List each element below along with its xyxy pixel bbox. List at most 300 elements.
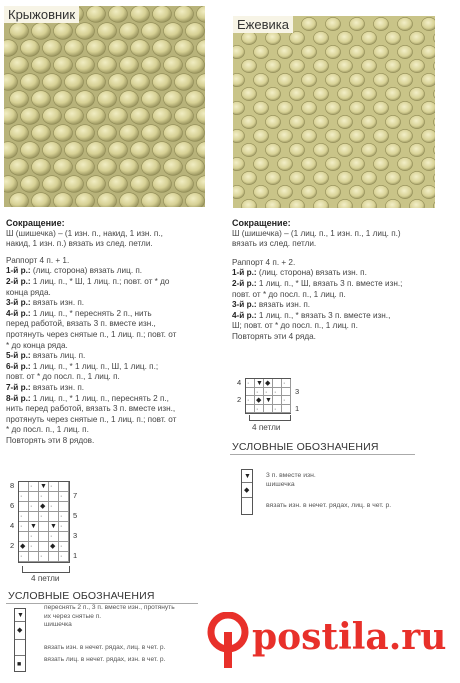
chart-row-number: 6 [10, 501, 15, 510]
chart-cell [59, 502, 69, 512]
legend-item: вязать изн. в нечет. рядах, лиц. в чет. р. [44, 643, 166, 651]
arrow-down-icon: ▼ [17, 612, 24, 619]
chart-cell [19, 502, 29, 512]
row-text: вязать изн. п. [256, 300, 311, 310]
chart-cell [59, 552, 69, 562]
arrow-down-icon: ▼ [244, 473, 251, 480]
chart-cell [49, 492, 59, 502]
row-label: 1-й р.: [232, 268, 257, 278]
legend-item: переснять 2 п., 3 п. вместе изн., протянуть [44, 604, 175, 611]
right-legend-rule [230, 454, 415, 455]
bobble-stitch [10, 57, 29, 74]
right-row-line [232, 321, 402, 332]
dot-icon: · [256, 405, 259, 413]
bobble-stitch [120, 193, 139, 207]
left-abbr-heading: Сокращение: [6, 218, 65, 228]
right-repeat-bracket [249, 415, 291, 421]
chart-cell [39, 512, 49, 522]
row-text: повт. от * до посл. п., 1 лиц. п. [232, 289, 346, 299]
row-text: (лиц. сторона) вязать изн. п. [256, 268, 367, 278]
left-row-line [6, 351, 176, 362]
bobble-stitch [242, 87, 257, 100]
bobble-stitch [350, 101, 365, 114]
dot-icon: · [20, 513, 23, 520]
left-stitch-chart [18, 481, 70, 563]
bobble-stitch [65, 108, 84, 125]
bobble-stitch [76, 23, 95, 40]
bobble-stitch [54, 125, 73, 142]
bobble-stitch [362, 115, 377, 128]
bobble-stitch [362, 59, 377, 72]
bobble-stitch [233, 45, 245, 58]
right-abbr-heading: Сокращение: [232, 218, 291, 228]
bobble-stitch [131, 176, 150, 193]
dot-icon: · [30, 503, 33, 510]
dot-icon: · [274, 405, 277, 413]
dot-icon: · [30, 483, 33, 490]
bobble-stitch [131, 40, 150, 57]
row-text: 1 лиц. п., * 1 лиц. п., Ш, 1 лиц. п.; [30, 361, 159, 371]
left-row-line [6, 404, 176, 415]
bobble-stitch [242, 143, 257, 156]
bobble-stitch [302, 185, 317, 198]
bobble-stitch [386, 143, 401, 156]
bobble-stitch [338, 31, 353, 44]
bobble-stitch [43, 108, 62, 125]
bobble-stitch [278, 101, 293, 114]
right-repeat-note: Повторять эти 4 ряда. [232, 331, 316, 341]
dot-icon: · [60, 513, 63, 520]
bobble-stitch [10, 125, 29, 142]
bobble-stitch [87, 74, 106, 91]
bobble-stitch [87, 108, 106, 125]
bobble-stitch [233, 157, 245, 170]
bobble-stitch [175, 108, 194, 125]
left-row-line [6, 415, 176, 426]
chart-cell [273, 405, 282, 414]
bobble-stitch [32, 159, 51, 176]
bobble-stitch [386, 87, 401, 100]
dot-icon: · [40, 513, 43, 520]
right-abbr-line: Ш (шишечка) – (1 лиц. п., 1 изн. п., 1 лиц. п.) [232, 228, 401, 238]
postila-logo [200, 610, 450, 676]
bobble-stitch [410, 31, 425, 44]
chart-cell [246, 405, 255, 414]
bobble-stitch [410, 115, 425, 128]
dot-icon: · [247, 397, 250, 404]
bobble-stitch [175, 176, 194, 193]
dot-icon: · [50, 533, 53, 540]
bobble-stitch [76, 159, 95, 176]
legend-item: шишечка [266, 481, 295, 488]
arrow-down-icon: ▼ [40, 483, 47, 490]
bobble-stitch [290, 171, 305, 184]
chart-cell [29, 532, 39, 542]
chart-cell [49, 552, 59, 562]
bobble-stitch [338, 171, 353, 184]
left-row-line [6, 330, 176, 341]
bobble-stitch [386, 59, 401, 72]
chart-cell [49, 482, 59, 492]
bobble-stitch [398, 73, 413, 86]
bobble-stitch [120, 125, 139, 142]
bobble-stitch [422, 101, 436, 114]
bobble-stitch [10, 23, 29, 40]
row-text: 1 лиц. п., * переснять 2 п., нить [30, 308, 152, 318]
chart-cell [273, 388, 282, 397]
bobble-stitch [290, 59, 305, 72]
bobble-stitch [362, 143, 377, 156]
bobble-stitch [374, 129, 389, 142]
bobble-stitch [120, 23, 139, 40]
chart-cell [29, 552, 39, 562]
bobble-stitch [398, 45, 413, 58]
left-legend-text [44, 604, 175, 665]
row-label: 2-й р.: [232, 278, 257, 288]
right-legend-text [266, 471, 391, 510]
dot-icon: · [50, 503, 53, 510]
bobble-stitch [242, 59, 257, 72]
left-repeat-bracket [22, 566, 70, 573]
bobble-stitch [76, 91, 95, 108]
bobble-stitch [266, 171, 281, 184]
chart-row-number: 7 [73, 491, 78, 500]
row-text: * до конца ряда. [6, 340, 68, 350]
left-abbr-line: Ш (шишечка) – (1 изн. п., накид, 1 изн. п., [6, 228, 163, 238]
bobble-stitch [120, 91, 139, 108]
row-text: нить перед работой, вязать 3 п. вместе изн., [6, 404, 176, 414]
bobble-stitch [338, 143, 353, 156]
bobble-stitch [386, 115, 401, 128]
chart-cell [29, 502, 39, 512]
bobble-stitch [410, 87, 425, 100]
watermark-text: postila.ru [252, 616, 447, 658]
row-label: 6-й р.: [6, 361, 31, 371]
chart-cell [49, 502, 59, 512]
left-row-line [6, 309, 176, 320]
left-row-line [6, 372, 176, 383]
bobble-stitch [21, 142, 40, 159]
row-label: 1-й р.: [6, 266, 31, 276]
bobble-stitch [142, 193, 161, 207]
legend-item: вязать лиц. в нечет. рядах, изн. в чет. р. [44, 656, 166, 663]
left-abbr-line: накид, 1 изн. п.) вязать из след. петли. [6, 239, 153, 249]
bobble-stitch [350, 129, 365, 142]
chart-cell [255, 379, 264, 388]
chart-cell [59, 492, 69, 502]
bobble-stitch [43, 40, 62, 57]
dot-icon: · [20, 523, 23, 530]
chart-row-number: 3 [73, 531, 78, 540]
bobble-stitch [87, 6, 106, 22]
row-label: 3-й р.: [232, 300, 257, 310]
chart-cell [273, 396, 282, 405]
legend-item: 3 п. вместе изн. [266, 472, 316, 479]
chart-row-number: 4 [10, 521, 15, 530]
bobble-icon: ◆ [265, 380, 271, 387]
bobble-stitch [186, 23, 205, 40]
bobble-stitch [21, 40, 40, 57]
bobble-stitch [98, 125, 117, 142]
bobble-stitch [32, 91, 51, 108]
bobble-stitch [362, 31, 377, 44]
chart-cell [255, 405, 264, 414]
bobble-stitch [350, 17, 365, 30]
bobble-stitch [290, 31, 305, 44]
chart-cell [29, 492, 39, 502]
bobble-stitch [87, 176, 106, 193]
bobble-stitch [21, 176, 40, 193]
row-label: 4-й р.: [232, 310, 257, 320]
left-row-line [6, 266, 176, 277]
bobble-stitch [398, 157, 413, 170]
bobble-stitch [54, 91, 73, 108]
bobble-stitch [131, 6, 150, 22]
bobble-stitch [266, 31, 281, 44]
bobble-stitch [142, 23, 161, 40]
dot-icon: · [265, 388, 268, 396]
bobble-stitch [10, 91, 29, 108]
dot-icon: · [40, 553, 43, 560]
right-loops-label: 4 петли [252, 423, 281, 432]
bobble-stitch [266, 87, 281, 100]
chart-cell [39, 522, 49, 532]
row-text: (лиц. сторона) вязать лиц. п. [30, 266, 143, 276]
bobble-stitch [76, 193, 95, 207]
arrow-down-icon: ▼ [256, 380, 263, 387]
left-legend-symbols [14, 608, 26, 672]
bobble-stitch [422, 73, 436, 86]
row-label: 3-й р.: [6, 298, 31, 308]
bobble-stitch [142, 91, 161, 108]
bobble-stitch [422, 185, 436, 198]
left-legend-title: УСЛОВНЫЕ ОБОЗНАЧЕНИЯ [8, 590, 155, 602]
dot-icon: · [40, 493, 43, 500]
chart-cell [282, 405, 291, 414]
bobble-stitch [410, 171, 425, 184]
bobble-stitch [32, 57, 51, 74]
bobble-stitch [43, 176, 62, 193]
chart-row-number: 5 [73, 511, 78, 520]
bobble-stitch [131, 74, 150, 91]
bobble-stitch [398, 17, 413, 30]
left-row-line [6, 394, 176, 405]
bobble-stitch [278, 45, 293, 58]
bobble-stitch [43, 74, 62, 91]
row-text: перед работой, вязать 3 п. вместе изн., [6, 319, 156, 329]
row-text: протянуть через снятые п., 1 лиц. п.; повт. от [6, 329, 177, 339]
bobble-stitch [175, 142, 194, 159]
bobble-stitch [326, 45, 341, 58]
chart-row-number: 8 [10, 481, 15, 490]
bobble-icon: ◆ [40, 503, 46, 510]
chart-cell [273, 379, 282, 388]
bobble-stitch [164, 159, 183, 176]
chart-cell [19, 492, 29, 502]
bobble-stitch [131, 108, 150, 125]
bobble-stitch [326, 73, 341, 86]
dot-icon: · [256, 388, 259, 396]
chart-row-number: 3 [295, 386, 300, 396]
bobble-stitch [175, 74, 194, 91]
bobble-stitch [302, 73, 317, 86]
dot-icon: · [60, 553, 63, 560]
chart-cell [282, 379, 291, 388]
bobble-stitch [302, 45, 317, 58]
bobble-stitch [76, 57, 95, 74]
bobble-stitch [314, 59, 329, 72]
bobble-stitch [362, 87, 377, 100]
left-row-line [6, 319, 176, 330]
bobble-stitch [175, 40, 194, 57]
bobble-stitch [233, 101, 245, 114]
bobble-stitch [164, 57, 183, 74]
row-text: 1 лиц. п., * вязать 3 п. вместе изн., [256, 310, 391, 320]
bobble-stitch [350, 45, 365, 58]
left-instructions [6, 218, 176, 446]
dot-icon: · [60, 523, 63, 530]
bobble-stitch [54, 57, 73, 74]
bobble-stitch [278, 129, 293, 142]
bobble-stitch [374, 185, 389, 198]
dot-icon: · [60, 493, 63, 500]
bobble-stitch [109, 40, 128, 57]
bobble-stitch [65, 74, 84, 91]
bobble-stitch [302, 129, 317, 142]
bobble-stitch [290, 87, 305, 100]
row-text: повт. от * до посл. п., 1 лиц. п. [6, 372, 120, 382]
bobble-stitch [374, 73, 389, 86]
bobble-stitch [422, 157, 436, 170]
bobble-stitch [410, 143, 425, 156]
bobble-stitch [21, 74, 40, 91]
right-row-line [232, 311, 402, 322]
bobble-stitch [374, 17, 389, 30]
bobble-stitch [142, 125, 161, 142]
right-instructions [232, 218, 402, 343]
bobble-stitch [398, 101, 413, 114]
chart-row-number: 1 [73, 551, 78, 560]
left-row-line [6, 288, 176, 299]
bobble-stitch [302, 101, 317, 114]
chart-cell [49, 512, 59, 522]
legend-item: их через снятые п. [44, 612, 102, 620]
bobble-stitch [153, 176, 172, 193]
right-repeat: Раппорт 4 п. + 2. [232, 257, 296, 267]
row-text: вязать изн. п. [30, 382, 85, 392]
bobble-stitch [314, 171, 329, 184]
chart-cell [39, 502, 49, 512]
chart-cell [246, 396, 255, 405]
bobble-stitch [242, 115, 257, 128]
bobble-stitch [386, 31, 401, 44]
dot-icon: · [283, 380, 286, 387]
bobble-stitch [254, 73, 269, 86]
bobble-stitch [32, 125, 51, 142]
bobble-stitch [314, 143, 329, 156]
chart-cell [264, 405, 273, 414]
bobble-stitch [350, 73, 365, 86]
bobble-stitch [87, 40, 106, 57]
legend-item: шишечка [44, 621, 72, 628]
chart-cell [59, 522, 69, 532]
bobble-stitch [422, 129, 436, 142]
bobble-stitch [54, 193, 73, 207]
chart-cell [264, 396, 273, 405]
bobble-stitch [120, 159, 139, 176]
chart-cell [39, 492, 49, 502]
bobble-stitch [153, 6, 172, 22]
bobble-stitch [142, 159, 161, 176]
chart-cell [59, 532, 69, 542]
bobble-stitch [186, 57, 205, 74]
dot-icon: · [20, 493, 23, 500]
row-text: 1 лиц. п., * Ш, 1 лиц. п.; повт. от * до [30, 276, 170, 286]
chart-cell [19, 522, 29, 532]
bobble-stitch [153, 142, 172, 159]
left-row-line [6, 425, 176, 436]
chart-cell [19, 542, 29, 552]
dot-icon: · [30, 543, 33, 550]
gooseberry-texture [4, 6, 205, 207]
bobble-stitch [120, 57, 139, 74]
bobble-stitch [338, 59, 353, 72]
blackberry-stitch-photo [233, 16, 435, 208]
bobble-stitch [338, 87, 353, 100]
bobble-stitch [109, 176, 128, 193]
chart-row-number: 4 [237, 378, 242, 387]
bobble-stitch [109, 108, 128, 125]
bobble-stitch [254, 157, 269, 170]
bobble-stitch [109, 6, 128, 22]
bobble-stitch [350, 157, 365, 170]
chart-cell [29, 512, 39, 522]
left-row-line [6, 298, 176, 309]
bobble-stitch [278, 185, 293, 198]
chart-cell [264, 379, 273, 388]
bobble-stitch [410, 59, 425, 72]
row-label: 4-й р.: [6, 308, 31, 318]
blackberry-texture [233, 16, 435, 208]
row-text: 1 лиц. п., * 1 лиц. п., переснять 2 п., [30, 393, 169, 403]
bobble-stitch [254, 185, 269, 198]
row-text: * до посл. п., 1 лиц. п. [6, 425, 89, 435]
bobble-stitch [164, 23, 183, 40]
bobble-stitch [98, 91, 117, 108]
bobble-stitch [65, 176, 84, 193]
bobble-stitch [32, 23, 51, 40]
bobble-stitch [186, 193, 205, 207]
right-legend-symbols [241, 469, 253, 515]
bobble-stitch [314, 31, 329, 44]
bobble-stitch [153, 74, 172, 91]
bobble-stitch [350, 185, 365, 198]
bobble-stitch [302, 157, 317, 170]
bobble-stitch [242, 171, 257, 184]
arrow-down-icon: ▼ [265, 397, 272, 404]
bobble-stitch [153, 40, 172, 57]
pin-icon [200, 612, 256, 672]
bobble-stitch [374, 101, 389, 114]
row-text: вязать изн. п. [30, 298, 85, 308]
chart-cell [19, 552, 29, 562]
dot-icon: · [274, 388, 277, 396]
dot-icon: · [60, 543, 63, 550]
row-text: Ш; повт. от * до посл. п., 1 лиц. п. [232, 321, 358, 331]
chart-cell [49, 532, 59, 542]
bobble-stitch [65, 142, 84, 159]
row-label: 7-й р.: [6, 382, 31, 392]
